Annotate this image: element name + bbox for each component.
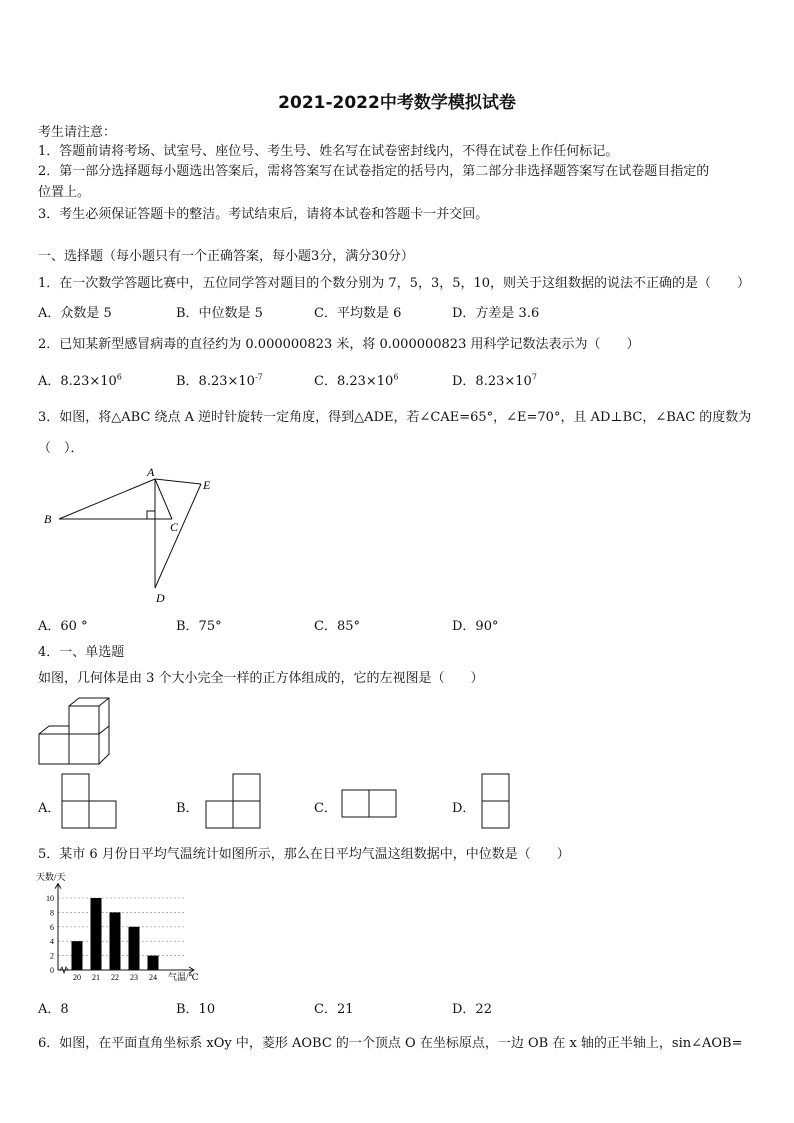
cube-solid-figure xyxy=(38,696,112,766)
question-5-stem: 5．某市 6 月份日平均气温统计如图所示，那么在日平均气温这组数据中，中位数是（ ） xyxy=(38,847,570,862)
section-heading: 一、选择题（每小题只有一个正确答案，每小题3分，满分30分） xyxy=(38,249,414,264)
q4-option-d-label: D． xyxy=(452,801,476,816)
q5-option-a: A．8 xyxy=(38,1002,69,1017)
notice-item-2: 2．第一部分选择题每小题选出答案后，需将答案写在试卷指定的括号内，第二部分非选择题答案写在试卷题目指定的 xyxy=(38,164,710,179)
bar-22 xyxy=(110,912,121,970)
y-tick-label-4: 4 xyxy=(50,937,54,947)
q4-option-d-view xyxy=(481,773,512,829)
q4-option-a-view xyxy=(61,773,119,829)
segment-ae xyxy=(155,479,201,484)
triangle-rotation-figure xyxy=(38,462,238,607)
q3-option-c: C．85° xyxy=(314,619,360,634)
notice-item-1: 1．答题前请将考场、试室号、座位号、考生号、姓名写在试卷密封线内，不得在试卷上作任何标记。 xyxy=(38,144,619,159)
x-tick-label-20: 20 xyxy=(73,973,81,982)
page-title: 2021-2022中考数学模拟试卷 xyxy=(278,93,516,113)
q4-option-a-label: A． xyxy=(38,801,61,816)
chart-ylabel: 天数/天 xyxy=(36,872,66,882)
point-label-e: E xyxy=(203,478,211,492)
q2-option-a: A．$8.23\times 10^6$ xyxy=(38,372,122,389)
q5-option-b: B．10 xyxy=(176,1002,216,1017)
point-label-c: C xyxy=(170,520,179,534)
q2-option-d: D．$8.23\times 10^7$ xyxy=(452,372,537,389)
q5-option-c: C．21 xyxy=(314,1002,354,1017)
question-4-stem: 如图，几何体是由 3 个大小完全一样的正方体组成的，它的左视图是（ ） xyxy=(38,671,484,686)
right-angle-mark xyxy=(147,511,155,519)
y-tick-label-10: 10 xyxy=(46,894,54,903)
bar-23 xyxy=(129,927,140,970)
chart-xlabel: 气温/℃ xyxy=(168,972,199,982)
point-label-d: D xyxy=(156,591,165,605)
y-tick-label-2: 2 xyxy=(50,951,54,961)
notice-heading: 考生请注意： xyxy=(38,125,117,140)
notice-item-2-cont: 位置上。 xyxy=(38,185,91,200)
bar-21 xyxy=(91,898,102,970)
y-tick-label-0: 0 xyxy=(50,966,54,975)
q1-option-d: D．方差是 3.6 xyxy=(452,306,540,321)
q3-option-a: A．60 ° xyxy=(38,619,88,634)
q2-option-b: B．$8.23\times 10^{-7}$ xyxy=(176,372,263,389)
point-label-b: B xyxy=(44,512,52,526)
q3-option-b: B．75° xyxy=(176,619,222,634)
question-3-stem: 3．如图，将△ABC 绕点 A 逆时针旋转一定角度，得到△ADE，若∠CAE=65°，∠E=70°，且 AD⊥BC，∠BAC 的度数为 xyxy=(38,410,752,425)
q4-option-c-label: C． xyxy=(314,801,337,816)
x-tick-label-23: 23 xyxy=(130,973,138,982)
q5-option-d: D．22 xyxy=(452,1002,492,1017)
q1-option-a: A．众数是 5 xyxy=(38,306,112,321)
q1-option-c: C．平均数是 6 xyxy=(314,306,402,321)
x-tick-label-22: 22 xyxy=(111,973,119,982)
q4-option-b-view xyxy=(205,773,263,829)
question-4-heading: 4．一、单选题 xyxy=(38,645,125,660)
q3-option-d: D．90° xyxy=(452,619,499,634)
question-3-stem-cont: （ ）． xyxy=(38,441,84,456)
y-tick-label-8: 8 xyxy=(50,908,54,918)
segment-ab xyxy=(59,479,155,519)
q4-option-c-view xyxy=(341,789,399,819)
bar-24 xyxy=(148,956,159,970)
y-tick-label-6: 6 xyxy=(50,922,54,932)
question-2-stem: 2．已知某新型感冒病毒的直径约为 0.000000823 米，将 0.000000823 用科学记数法表示为（ ） xyxy=(38,337,640,352)
x-tick-label-24: 24 xyxy=(149,973,157,982)
q4-option-b-label: B． xyxy=(176,801,199,816)
bar-20 xyxy=(72,941,83,970)
q2-option-c: C．$8.23\times 10^6$ xyxy=(314,372,399,389)
q1-option-b: B．中位数是 5 xyxy=(176,306,263,321)
question-6-stem: 6．如图，在平面直角坐标系 xOy 中，菱形 AOBC 的一个顶点 O 在坐标原点，一边 OB 在 x 轴的正半轴上，sin∠AOB= xyxy=(38,1036,743,1051)
temperature-bar-chart xyxy=(36,870,206,985)
segment-de xyxy=(155,484,201,588)
point-label-a: A xyxy=(147,465,155,479)
question-1-stem: 1．在一次数学答题比赛中，五位同学答对题目的个数分别为 7，5，3，5，10，则关于这组数据的说法不正确的是（ ） xyxy=(38,276,751,291)
segment-ac xyxy=(155,479,172,519)
x-tick-label-21: 21 xyxy=(92,973,100,982)
notice-item-3: 3．考生必须保证答题卡的整洁。考试结束后，请将本试卷和答题卡一并交回。 xyxy=(38,207,489,222)
